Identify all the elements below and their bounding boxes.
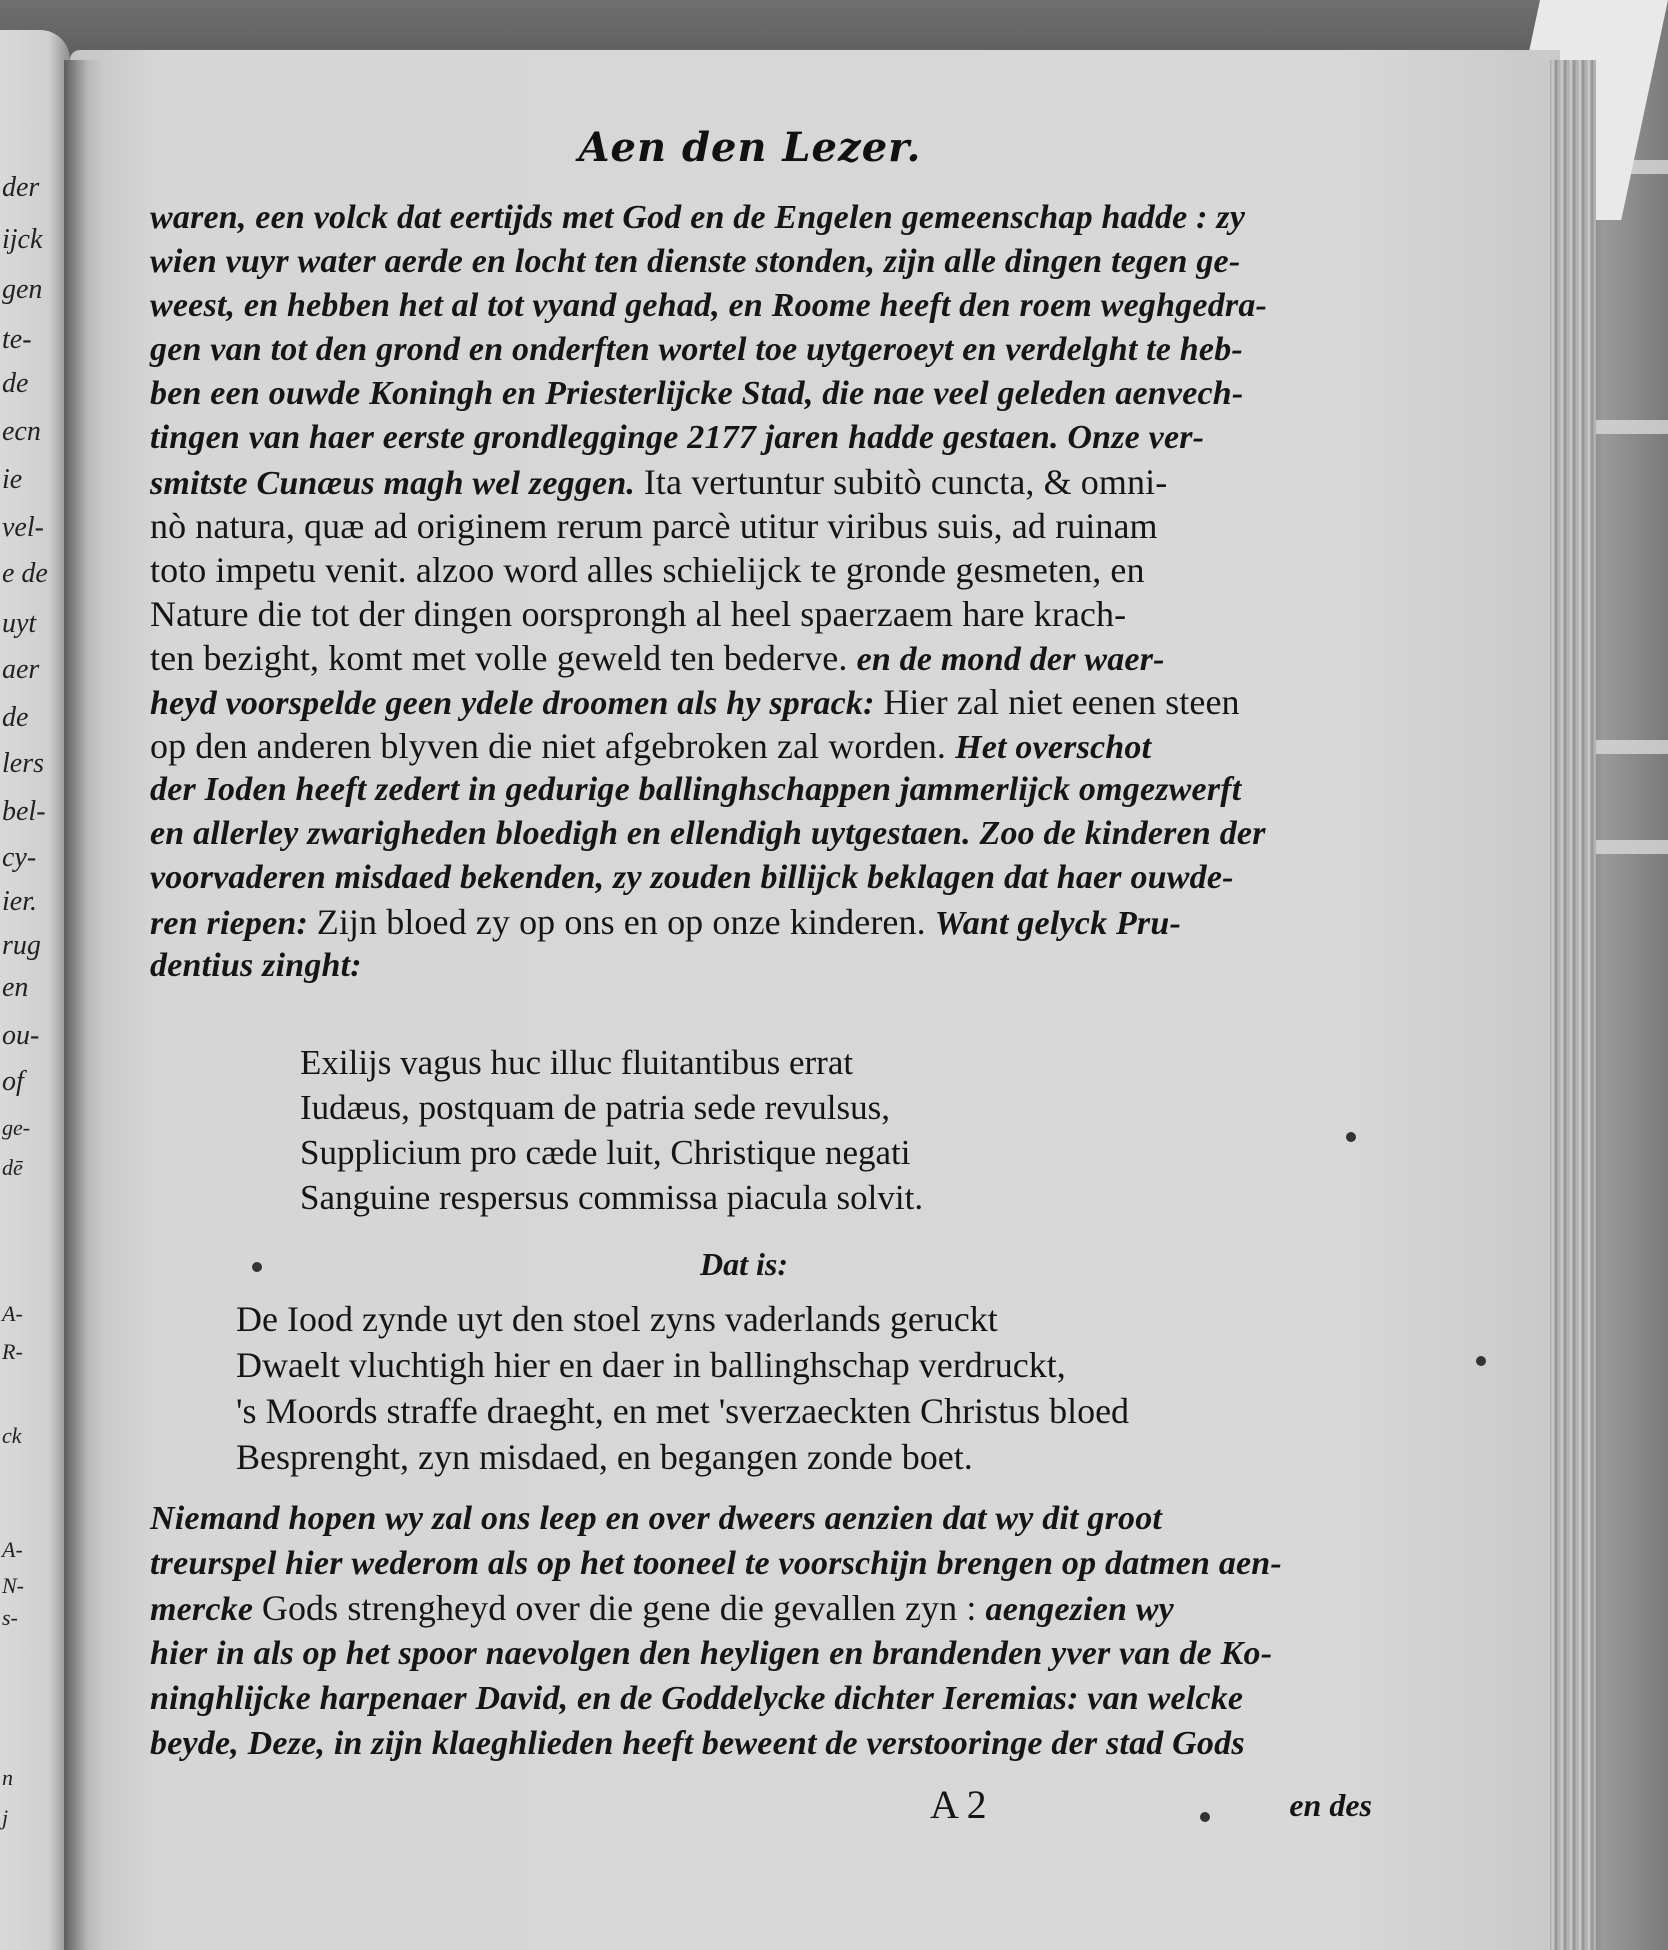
italic-text: ninghlijcke harpenaer David, en de Goddelycke dichter Ieremias: van welcke xyxy=(150,1680,1244,1717)
left-page-fragment: ecn xyxy=(2,416,41,447)
text-line xyxy=(150,900,1360,944)
roman-text: toto impetu venit. alzoo word alles schielijck te gronde gesmeten, en xyxy=(150,550,1145,590)
text-line xyxy=(150,284,1360,328)
text-line xyxy=(150,1541,1360,1586)
text-line xyxy=(150,1586,1360,1631)
text-line xyxy=(150,504,1360,548)
italic-text: voorvaderen misdaed bekenden, zy zouden billijck beklagen dat haer ouwde- xyxy=(150,859,1234,896)
left-page-fragment: ou- xyxy=(2,1020,40,1051)
left-page-fragment: de xyxy=(2,702,29,733)
left-page-fragment: ie xyxy=(2,464,23,495)
italic-text: gen van tot den grond en onderften wortel toe uytgeroeyt en verdelght te heb- xyxy=(150,331,1243,368)
roman-text: nò natura, quæ ad originem rerum parcè utitur viribus suis, ad ruinam xyxy=(150,506,1158,546)
left-page-fragment: gen xyxy=(2,274,43,305)
body-text-continued xyxy=(150,1496,1360,1766)
left-page-fragment: of xyxy=(2,1066,24,1097)
italic-text: waren, een volck dat eertijds met God en de Engelen gemeenschap hadde : zy xyxy=(150,199,1246,236)
text-line xyxy=(150,680,1360,724)
italic-text: Want gelyck Pru- xyxy=(934,905,1181,942)
italic-text: Niemand hopen wy zal ons leep en over dweers aenzien dat wy dit groot xyxy=(150,1500,1163,1537)
quote-line: Exilijs vagus huc illuc fluitantibus errat xyxy=(300,1043,854,1082)
left-page-fragment: s- xyxy=(2,1605,18,1630)
text-line xyxy=(150,1721,1360,1766)
left-page-fragment: lers xyxy=(2,748,44,779)
left-page-fragment: A- xyxy=(2,1537,23,1562)
left-page-fragment: ge- xyxy=(2,1115,31,1140)
text-line xyxy=(150,1496,1360,1541)
roman-text: op den anderen blyven die niet afgebroken zal worden. xyxy=(150,726,956,766)
running-head: Aen den Lezer. xyxy=(578,124,922,171)
ink-speck xyxy=(252,1262,262,1272)
latin-quote xyxy=(300,1040,1200,1220)
text-line xyxy=(150,548,1360,592)
text-line xyxy=(150,636,1360,680)
text-line xyxy=(150,372,1360,416)
italic-text: ren riepen: xyxy=(150,905,317,942)
roman-text: Hier zal niet eenen steen xyxy=(883,682,1240,722)
verse-line: Dwaelt vluchtigh hier en daer in ballinghschap verdruckt, xyxy=(236,1345,1066,1385)
left-page-fragment: ck xyxy=(2,1423,22,1448)
left-page-fragment: rug xyxy=(2,930,41,961)
text-line xyxy=(150,1631,1360,1676)
left-page-fragment: A- xyxy=(2,1301,23,1326)
left-page-fragment: n xyxy=(2,1765,13,1790)
italic-text: en de mond der waer- xyxy=(856,641,1165,678)
text-line xyxy=(150,856,1360,900)
italic-text: dentius zinght: xyxy=(150,947,362,984)
text-line xyxy=(150,196,1360,240)
italic-text: beyde, Deze, in zijn klaeghlieden heeft beweent de verstooringe der stad Gods xyxy=(150,1725,1245,1762)
roman-text: Ita vertuntur subitò cuncta, & omni- xyxy=(643,462,1168,502)
left-page-fragment: cy- xyxy=(2,842,37,873)
text-line xyxy=(150,724,1360,768)
roman-text: Zijn bloed zy op ons en op onze kinderen. xyxy=(316,902,935,942)
left-page-fragment: N- xyxy=(2,1573,24,1598)
left-page-fragment: te- xyxy=(2,324,32,355)
gutter-shadow xyxy=(64,60,104,1950)
text-line xyxy=(150,592,1360,636)
roman-text: ten bezight, komt met volle geweld ten bederve. xyxy=(150,638,857,678)
left-page-fragment: dē xyxy=(2,1155,23,1180)
quote-line: Iudæus, postquam de patria sede revulsus, xyxy=(300,1088,891,1127)
left-page-fragment: vel- xyxy=(2,512,44,543)
signature-mark: A 2 xyxy=(930,1782,987,1827)
left-page-edge xyxy=(0,30,70,1950)
italic-text: en allerley zwarigheden bloedigh en ellendigh uytgestaen. Zoo de kinderen der xyxy=(150,815,1266,852)
text-line xyxy=(150,328,1360,372)
italic-text: Het overschot xyxy=(955,729,1152,766)
italic-text: tingen van haer eerste grondlegginge 2177 jaren hadde gestaen. Onze ver- xyxy=(150,419,1205,456)
left-page-fragment: j xyxy=(2,1805,9,1830)
text-line xyxy=(150,1676,1360,1721)
italic-text: wien vuyr water aerde en locht ten dienste stonden, zijn alle dingen tegen ge- xyxy=(150,243,1241,280)
text-line xyxy=(150,768,1360,812)
italic-text: smitste Cunæus magh wel zeggen. xyxy=(150,465,644,502)
quote-line: Sanguine respersus commissa piacula solvit. xyxy=(300,1178,924,1217)
body-text xyxy=(150,196,1360,988)
left-page-fragment: der xyxy=(2,172,40,203)
verse-line: 's Moords straffe draeght, en met 'sverzaeckten Christus bloed xyxy=(236,1391,1130,1431)
italic-text: der Ioden heeft zedert in gedurige ballinghschappen jammerlijck omgezwerft xyxy=(150,771,1242,808)
left-page-fragment: de xyxy=(2,368,29,399)
italic-text: mercke xyxy=(150,1591,262,1628)
left-page-fragment: en xyxy=(2,972,29,1003)
page-fore-edge xyxy=(1550,60,1596,1950)
roman-text: Gods strengheyd over die gene die gevallen zyn : xyxy=(261,1588,986,1628)
verse-line: De Iood zynde uyt den stoel zyns vaderlands geruckt xyxy=(236,1299,998,1339)
italic-text: heyd voorspelde geen ydele droomen als hy sprack: xyxy=(150,685,884,722)
left-page-fragment: aer xyxy=(2,654,40,685)
italic-text: hier in als op het spoor naevolgen den heyligen en brandenden yver van de Ko- xyxy=(150,1635,1273,1672)
italic-text: weest, en hebben het al tot vyand gehad, en Roome heeft den roem weghgedra- xyxy=(150,287,1268,324)
text-line xyxy=(150,240,1360,284)
roman-text: Nature die tot der dingen oorsprongh al heel spaerzaem hare krach- xyxy=(150,594,1127,634)
left-page-fragment: e de xyxy=(2,558,48,589)
italic-text: treurspel hier wederom als op het tooneel te voorschijn brengen op datmen aen- xyxy=(150,1545,1282,1582)
left-page-fragment: ier. xyxy=(2,886,37,917)
ink-speck xyxy=(1200,1812,1210,1822)
text-line xyxy=(150,460,1360,504)
left-page-fragment: bel- xyxy=(2,796,46,827)
quote-line: Supplicium pro cæde luit, Christique negati xyxy=(300,1133,911,1172)
dat-is-heading: Dat is: xyxy=(700,1246,788,1282)
left-page-fragment: uyt xyxy=(2,608,37,639)
text-line xyxy=(150,812,1360,856)
italic-text: aengezien wy xyxy=(985,1591,1174,1628)
dutch-verse xyxy=(236,1296,1336,1480)
verse-line: Besprenght, zyn misdaed, en begangen zonde boet. xyxy=(236,1437,973,1477)
text-line xyxy=(150,944,1360,988)
ink-speck xyxy=(1476,1356,1486,1366)
text-line xyxy=(150,416,1360,460)
italic-text: ben een ouwde Koningh en Priesterlijcke Stad, die nae veel geleden aenvech- xyxy=(150,375,1244,412)
ink-speck xyxy=(1346,1132,1356,1142)
catchword: en des xyxy=(1289,1787,1372,1823)
left-page-fragment: R- xyxy=(2,1339,23,1364)
left-page-fragment: ijck xyxy=(2,224,43,255)
